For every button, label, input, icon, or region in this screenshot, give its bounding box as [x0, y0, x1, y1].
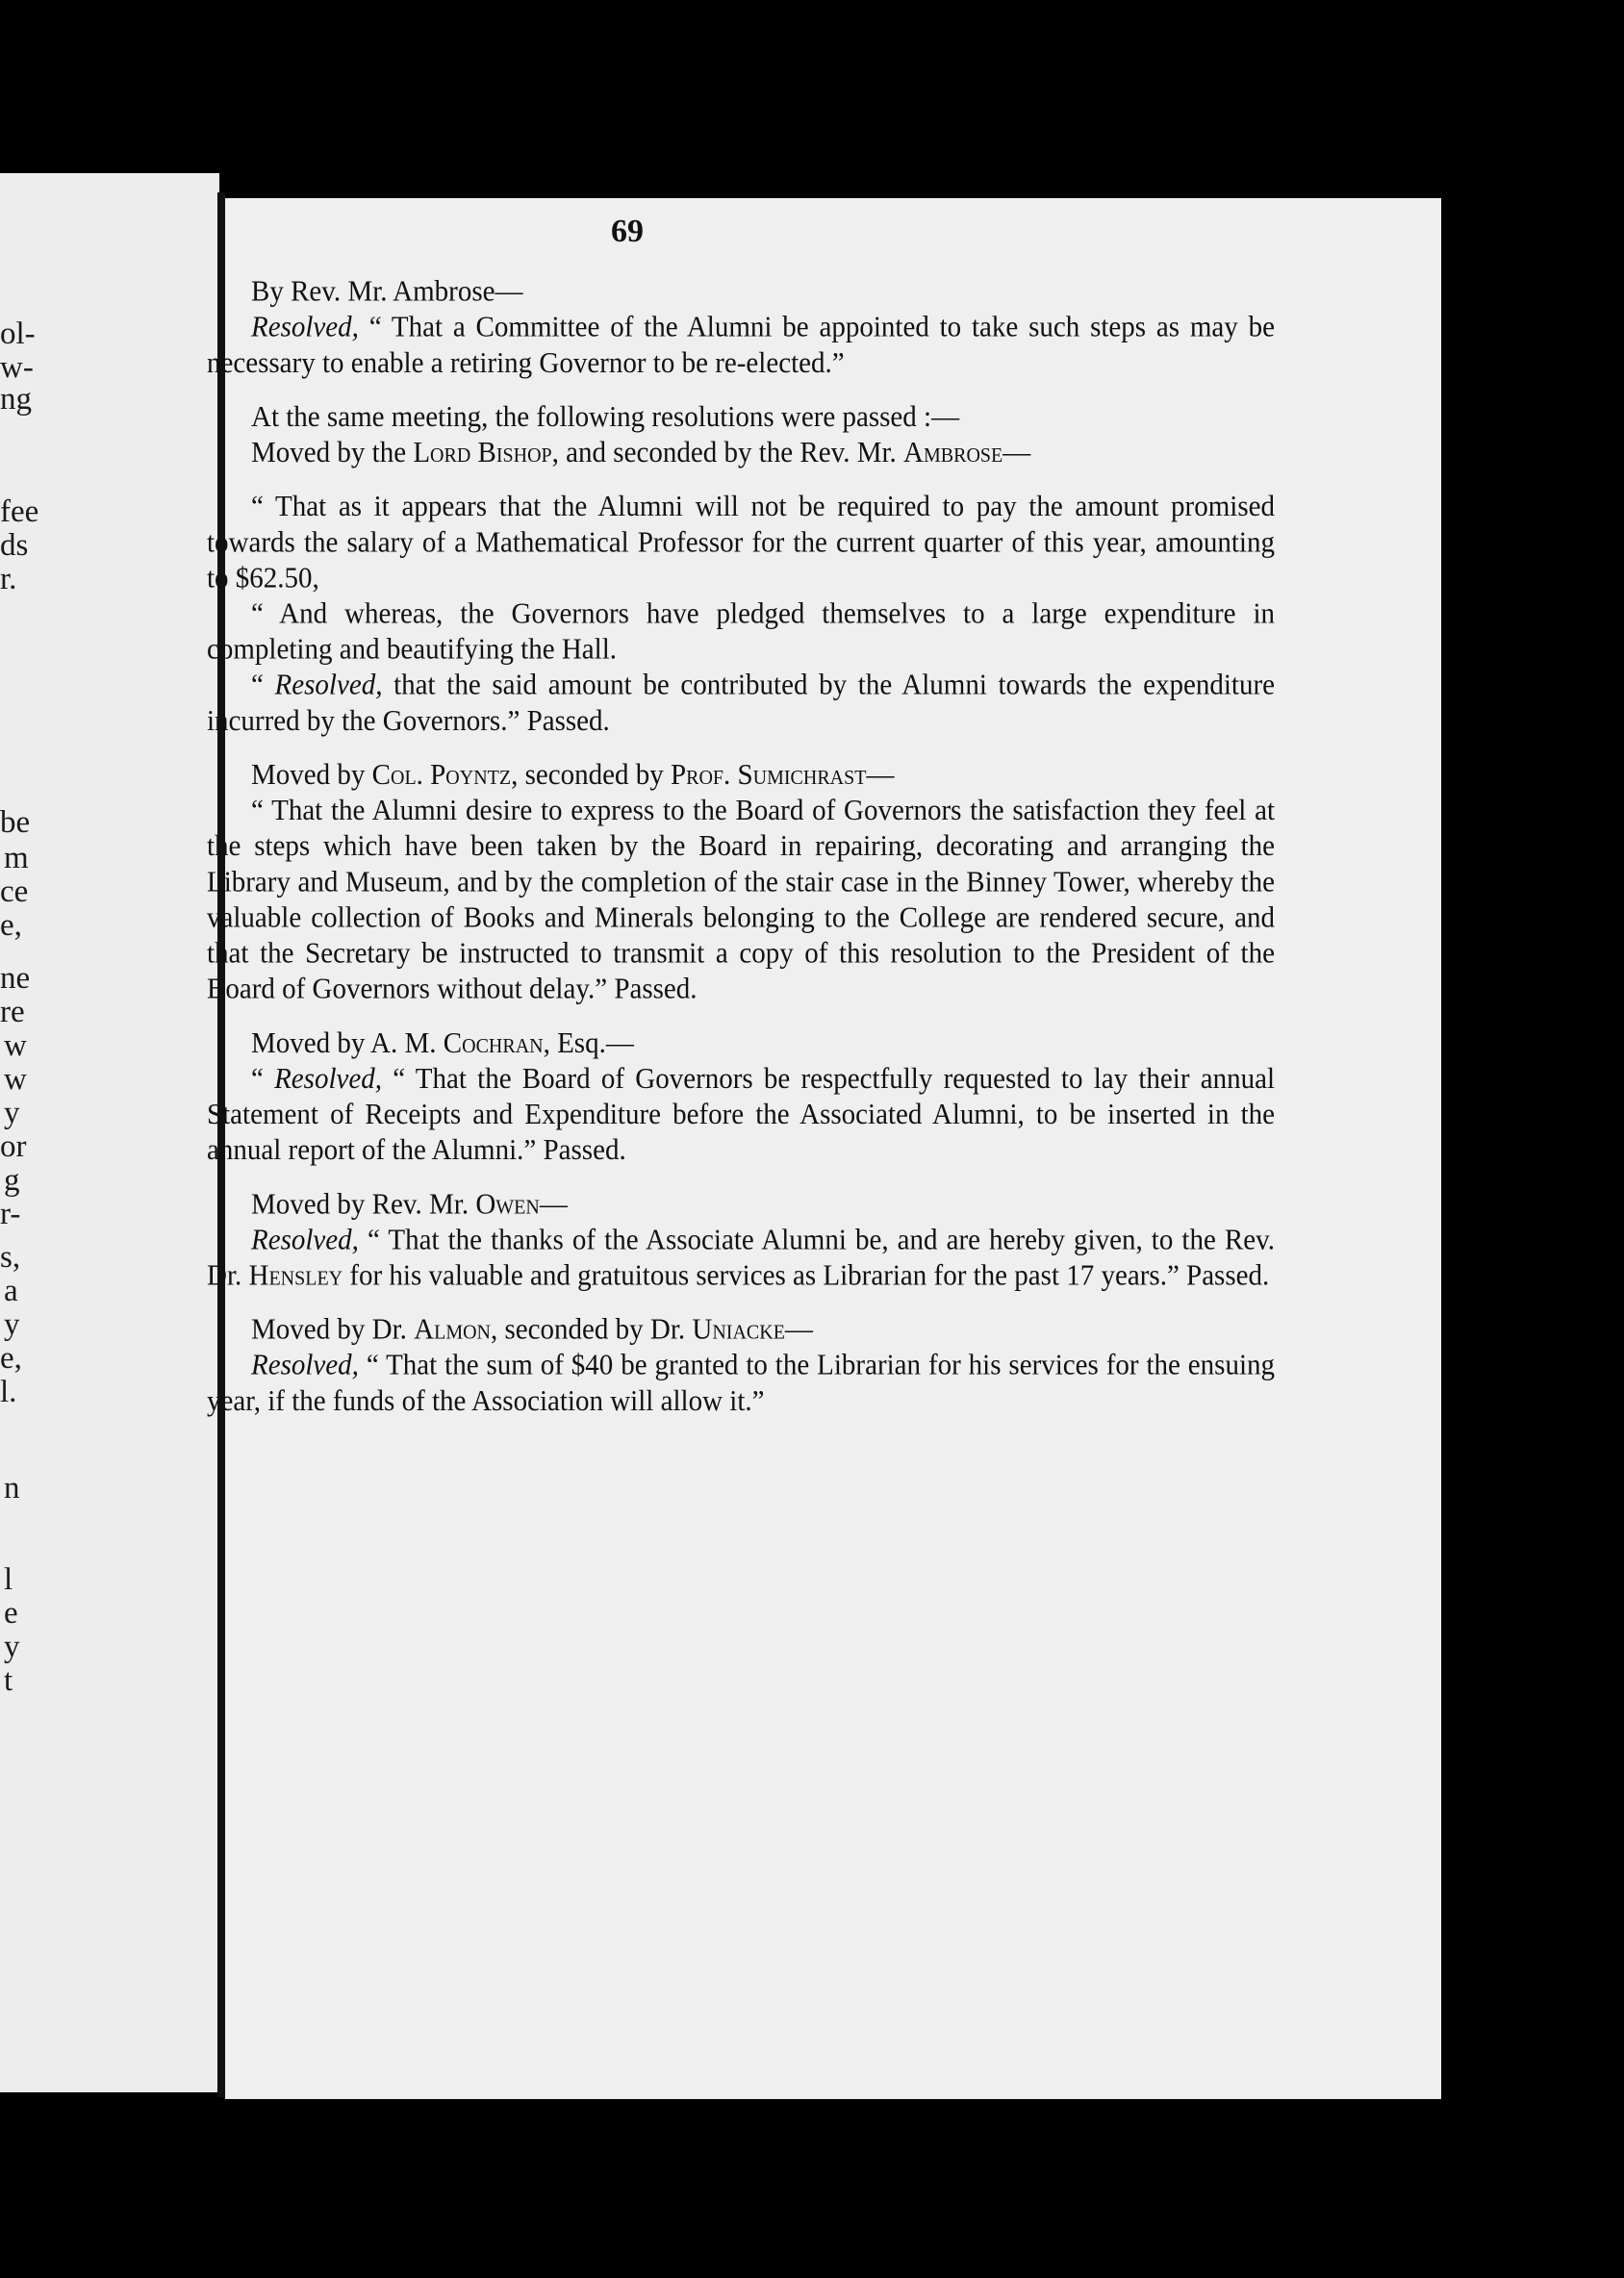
paragraph-s1-resolution [207, 310, 1275, 381]
person-name: Hensley [248, 1258, 343, 1292]
facing-page-text-fragment: r. [0, 562, 17, 596]
resolution-text: “ And whereas, the Governors have pledged themselves to a large expenditure in completing and beautifying the Hall. [207, 597, 1275, 667]
facing-page-text-fragment: e, [0, 1341, 22, 1376]
facing-page-text-fragment: y [4, 1307, 20, 1342]
mover-name: Lord Bishop [413, 436, 552, 469]
seconder-prefix: , seconded by [511, 758, 671, 792]
paragraph-meeting [207, 399, 1275, 435]
seconder-prefix: , seconded by Dr. [491, 1313, 693, 1347]
mover-name: Cochran [443, 1026, 544, 1060]
resolution-text: “ That the sum of $40 be granted to the Librarian for his services for the ensuing year, if the funds of the Association will allow it.” [207, 1349, 1275, 1418]
resolved-word: Resolved, [274, 1062, 383, 1096]
mover-name: Almon [414, 1313, 492, 1347]
facing-page-text-fragment: y [4, 1630, 20, 1664]
page-body [207, 274, 1275, 1419]
facing-page-text-fragment: l. [0, 1375, 17, 1409]
paragraph-s2-mover [207, 435, 1275, 470]
facing-page-text-fragment: be [0, 805, 31, 840]
facing-page-text-fragment: g [4, 1163, 20, 1198]
resolution-text: that the said amount be contributed by the Alumni towards the expenditure incurred by the Governors.” Passed. [207, 669, 1275, 738]
resolved-word: Resolved, [251, 1223, 359, 1256]
facing-page-text-fragment: w [4, 1062, 27, 1097]
facing-page-text-fragment: e [4, 1596, 18, 1631]
quote-open: “ [251, 1062, 275, 1096]
facing-page-text-fragment: ol- [0, 316, 36, 351]
facing-page-text-fragment: w [4, 1028, 27, 1063]
facing-page-text-fragment: m [4, 841, 29, 875]
mover-prefix: Moved by Dr. [251, 1313, 415, 1347]
resolution-text: “ That the thanks of the Associate Alumni be, and are hereby given, to the Rev. Dr. [207, 1223, 1275, 1292]
mover-name: Owen— [475, 1187, 568, 1221]
paragraph-s6-mover [207, 1312, 1275, 1348]
mover-prefix: Moved by Rev. Mr. [251, 1187, 476, 1221]
resolution-text: “ That the Alumni desire to express to the Board of Governors the satisfaction they feel at the steps which have been taken by the Board in repairing, decorating and arranging the Library and Museum, and by the completion of the stair case in the Binney Tower, whereby the valuable collection of Books and Minerals belonging to the College are rendered secure, and that the Secretary be instructed to transmit a copy of this resolution to the President of the Board of Governors without delay.” Passed. [207, 794, 1275, 1006]
seconder-name: Prof. Sumichrast— [670, 758, 895, 792]
mover-prefix: Moved by [251, 758, 372, 792]
paragraph-s3-mover [207, 757, 1275, 793]
page-number: 69 [611, 214, 644, 249]
facing-page-text-fragment: or [0, 1129, 27, 1164]
mover-line: By Rev. Mr. Ambrose— [251, 275, 523, 308]
paragraph-s4-mover [207, 1025, 1275, 1061]
mover-suffix: , Esq.— [543, 1026, 634, 1060]
facing-page-text-fragment: t [4, 1663, 13, 1698]
paragraph-s2-p1 [207, 490, 1275, 596]
resolution-text: “ That as it appears that the Alumni will not be required to pay the amount promised towards the salary of a Mathematical Professor for the current quarter of this year, amounting to $62.50, [207, 490, 1275, 595]
facing-page-text-fragment: ng [0, 382, 32, 417]
facing-page-text-fragment: y [4, 1096, 20, 1130]
resolution-text: for his valuable and gratuitous services as Librarian for the past 17 years.” Passed. [343, 1258, 1270, 1292]
facing-page-text-fragment: r- [0, 1197, 21, 1231]
mover-name: Col. Poyntz [371, 758, 512, 792]
facing-page-text-fragment: w- [0, 350, 34, 385]
facing-page-text-fragment: a [4, 1274, 18, 1308]
meeting-line: At the same meeting, the following resolutions were passed :— [251, 400, 960, 434]
facing-page-text-fragment: e, [0, 908, 22, 943]
seconder-name: Ambrose— [903, 436, 1031, 469]
facing-page-text-fragment: ce [0, 874, 29, 909]
facing-page-fragment [0, 173, 219, 2092]
facing-page-text-fragment: re [0, 995, 25, 1029]
paragraph-s1-mover [207, 274, 1275, 310]
facing-page-text-fragment: s, [0, 1240, 21, 1275]
seconder-name: Uniacke— [692, 1313, 813, 1347]
resolution-text: “ That a Committee of the Alumni be appointed to take such steps as may be necessary to enable a retiring Governor to be re-elected.” [207, 311, 1275, 380]
resolved-word: Resolved, [251, 1349, 359, 1382]
facing-page-text-fragment: ds [0, 528, 29, 563]
seconder-prefix: , and seconded by the Rev. Mr. [551, 436, 904, 469]
resolved-word: Resolved, [251, 311, 359, 344]
facing-page-text-fragment: ne [0, 961, 31, 996]
paragraph-s2-p2 [207, 596, 1275, 668]
resolution-text: “ That the Board of Governors be respectfully requested to lay their annual Statement of Receipts and Expenditure before the Associated Alumni, to be inserted in the annual report of the Alumni.” Passed. [207, 1062, 1275, 1167]
paragraph-s5-mover [207, 1187, 1275, 1223]
paragraph-s6-resolution [207, 1348, 1275, 1419]
facing-page-text-fragment: fee [0, 494, 39, 529]
paragraph-s2-p3 [207, 668, 1275, 739]
mover-prefix: Moved by A. M. [251, 1026, 444, 1060]
resolved-word: Resolved, [274, 669, 383, 702]
mover-prefix: Moved by the [251, 436, 414, 469]
facing-page-text-fragment: n [4, 1471, 20, 1506]
paragraph-s5-resolution [207, 1223, 1275, 1294]
paragraph-s4-resolution [207, 1061, 1275, 1168]
quote-open: “ [251, 669, 275, 702]
paragraph-s3-resolution [207, 794, 1275, 1008]
facing-page-text-fragment: l [4, 1562, 13, 1597]
